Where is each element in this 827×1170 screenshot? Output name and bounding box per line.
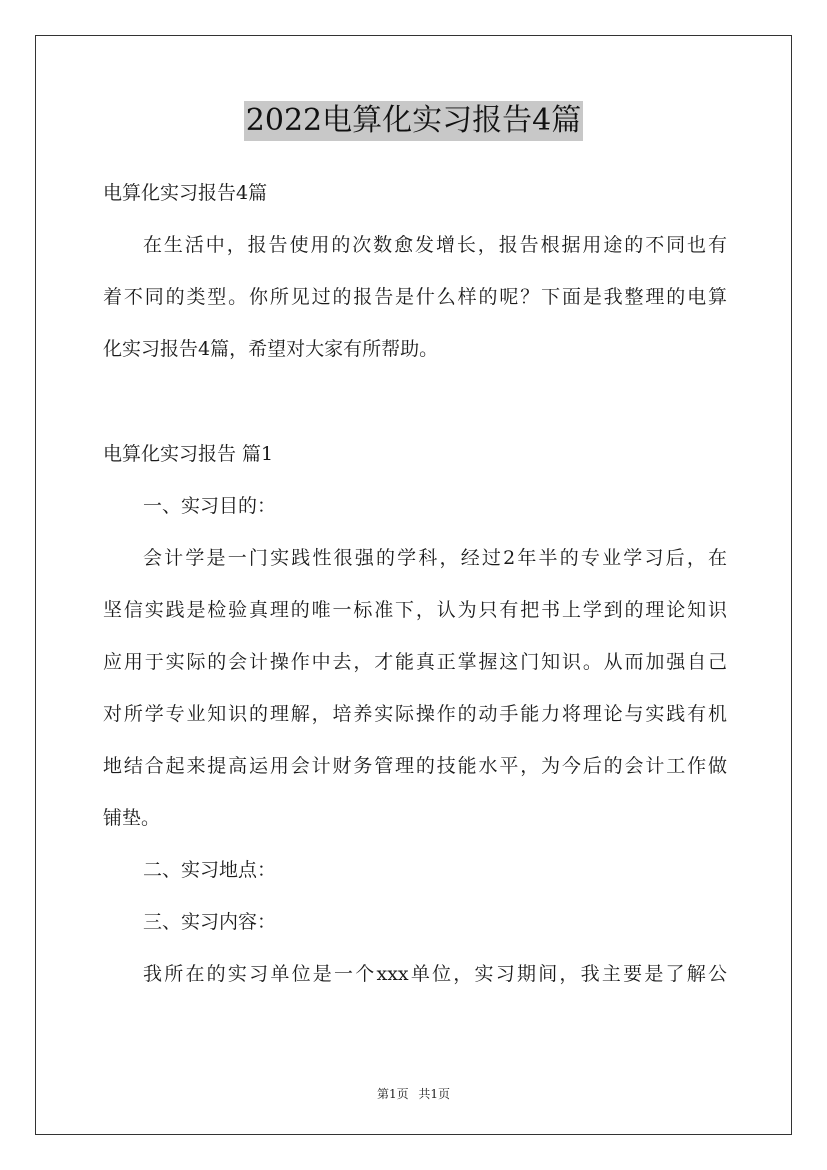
intro-line-3: 化实习报告4篇，希望对大家有所帮助。 (103, 338, 439, 360)
intro-line-2: 着不同的类型。你所见过的报告是什么样的呢？下面是我整理的电算 (103, 286, 727, 308)
purpose-line-5: 地结合起来提高运用会计财务管理的技能水平，为今后的会计工作做 (103, 755, 727, 777)
purpose-heading: 一、实习目的： (143, 495, 277, 517)
purpose-line-2: 坚信实践是检验真理的唯一标准下，认为只有把书上学到的理论知识 (103, 599, 727, 621)
content-heading: 三、实习内容： (143, 911, 277, 933)
page-footer (0, 1085, 827, 1102)
purpose-line-1: 会计学是一门实践性很强的学科，经过2年半的专业学习后，在 (143, 547, 727, 569)
purpose-line-4: 对所学专业知识的理解，培养实际操作的动手能力将理论与实践有机 (103, 703, 727, 725)
content-line-1: 我所在的实习单位是一个xxx单位，实习期间，我主要是了解公 (143, 963, 727, 985)
location-heading: 二、实习地点： (143, 859, 277, 881)
document-body (103, 176, 727, 992)
document-subtitle: 电算化实习报告4篇 (103, 182, 268, 204)
page-number-current: 第1页 (376, 1087, 409, 1101)
title-area (0, 101, 827, 141)
purpose-line-3: 应用于实际的会计操作中去，才能真正掌握这门知识。从而加强自己 (103, 651, 727, 673)
section1-heading: 电算化实习报告 篇1 (103, 443, 274, 465)
document-title: 2022电算化实习报告4篇 (244, 101, 583, 141)
intro-line-1: 在生活中，报告使用的次数愈发增长，报告根据用途的不同也有 (143, 234, 727, 256)
page-number-total: 共1页 (418, 1087, 451, 1101)
purpose-line-6: 铺垫。 (103, 807, 161, 829)
